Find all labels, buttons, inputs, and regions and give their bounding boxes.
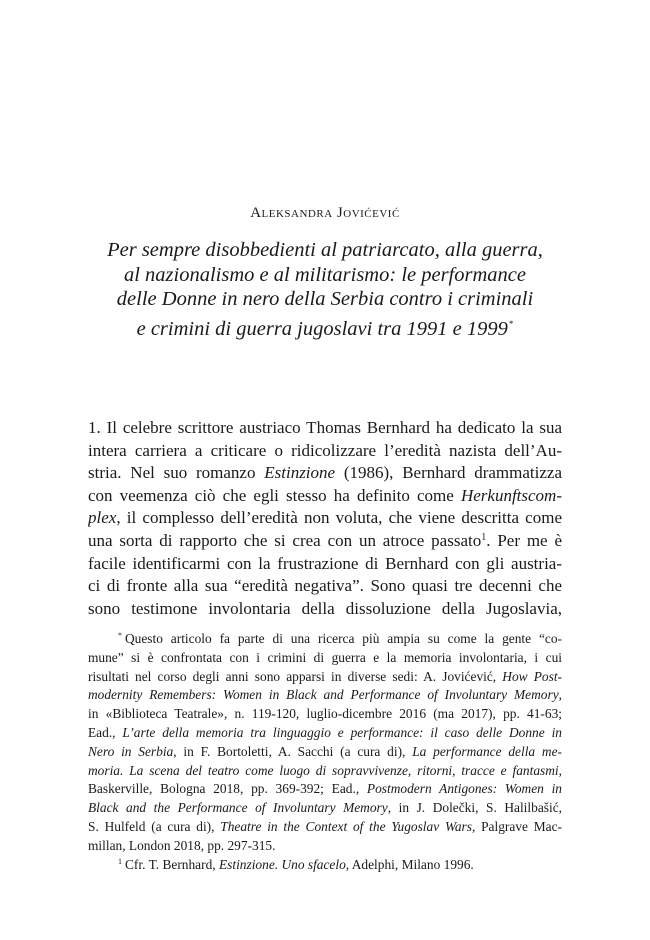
footnote-line: mune” si è confrontata con i crimini di guerra e la memoria involontaria, i cui	[88, 649, 562, 665]
footnote-reference: 1	[481, 531, 487, 543]
body-line: plex, il complesso dell’eredità non voluta, che viene descritta come	[88, 508, 562, 528]
footnote-line: Ead., L’arte della memoria tra linguaggio e performance: il caso delle Donne in	[88, 724, 562, 740]
body-line: sono testimone involontaria della dissoluzione della Jugoslavia,	[88, 598, 562, 618]
footnote-mark: 1	[118, 856, 122, 866]
emphasis: Estinzione	[264, 463, 336, 483]
body-line: facile identificarmi con la frustrazione di Bernhard con gli austria-	[88, 553, 562, 573]
footnote-line: * Questo articolo fa parte di una ricerca più ampia su come la gente “co-	[118, 631, 562, 646]
author-name	[0, 205, 650, 222]
title-line: delle Donne in nero della Serbia contro i criminali	[116, 288, 534, 310]
title-line: e crimini di guerra jugoslavi tra 1991 e 1999*	[136, 317, 514, 340]
footnote-mark: *	[118, 631, 122, 640]
footnote-line: S. Hulfeld (a cura di), Theatre in the Context of the Yugoslav Wars, Palgrave Mac-	[88, 818, 562, 834]
footnote-line: Nero in Serbia, in F. Bortoletti, A. Sacchi (a cura di), La performance della me-	[88, 743, 562, 759]
article-title	[100, 238, 550, 341]
footnote-line: moria. La scena del teatro come luogo di sopravvivenze, ritorni, tracce e fantasmi,	[88, 762, 562, 778]
footnote-line: in «Biblioteca Teatrale», n. 119-120, luglio-dicembre 2016 (ma 2017), pp. 41-63;	[88, 706, 562, 722]
emphasis: plex	[88, 508, 117, 528]
footnote-line: millan, London 2018, pp. 297-315.	[88, 837, 276, 853]
body-line: una sorta di rapporto che si crea con un atroce passato$^1$. Per me è	[88, 530, 562, 550]
title-line: Per sempre disobbedienti al patriarcato, alla guerra,	[107, 239, 543, 261]
footnote-line: risultati nel corso degli anni sono apparsi in diverse sedi: A. Jovićević, How Post-	[88, 668, 562, 684]
footnotes	[88, 630, 562, 874]
author-last-name: Jovićević	[336, 205, 400, 221]
footnote-line: Baskerville, Bologna 2018, pp. 369-392; Ead., Postmodern Antigones: Women in	[88, 781, 562, 797]
body-line: con veemenza ciò che egli stesso ha definito come Herkunftscom-	[88, 485, 562, 505]
body-line: 1. Il celebre scrittore austriaco Thomas Bernhard ha dedicato la sua	[88, 418, 562, 437]
body-line: stria. Nel suo romanzo Estinzione (1986), Bernhard drammatizza	[88, 463, 562, 483]
author-first-name: Aleksandra	[250, 205, 333, 221]
body-text	[88, 417, 562, 620]
title-line: al nazionalismo e al militarismo: le performance	[123, 263, 526, 286]
title-footnote-mark: *	[508, 318, 514, 329]
footnote-line: modernity Remembers: Women in Black and Performance of Involuntary Memory,	[88, 687, 562, 703]
body-line: ci di fronte alla sua “eredità negativa”. Sono quasi tre decenni che	[88, 576, 562, 596]
footnote-line: Black and the Performance of Involuntary Memory, in J. Dolečki, S. Halilbašić,	[88, 800, 562, 816]
footnote-line: $^1$ Cfr. T. Bernhard, Estinzione. Uno sfacelo, Adelphi, Milano 1996.	[118, 856, 474, 872]
body-line: intera carriera a criticare o ridicolizzare l’eredità nazista dell’Au-	[88, 440, 562, 460]
emphasis: Herkunftscom-	[460, 485, 562, 505]
